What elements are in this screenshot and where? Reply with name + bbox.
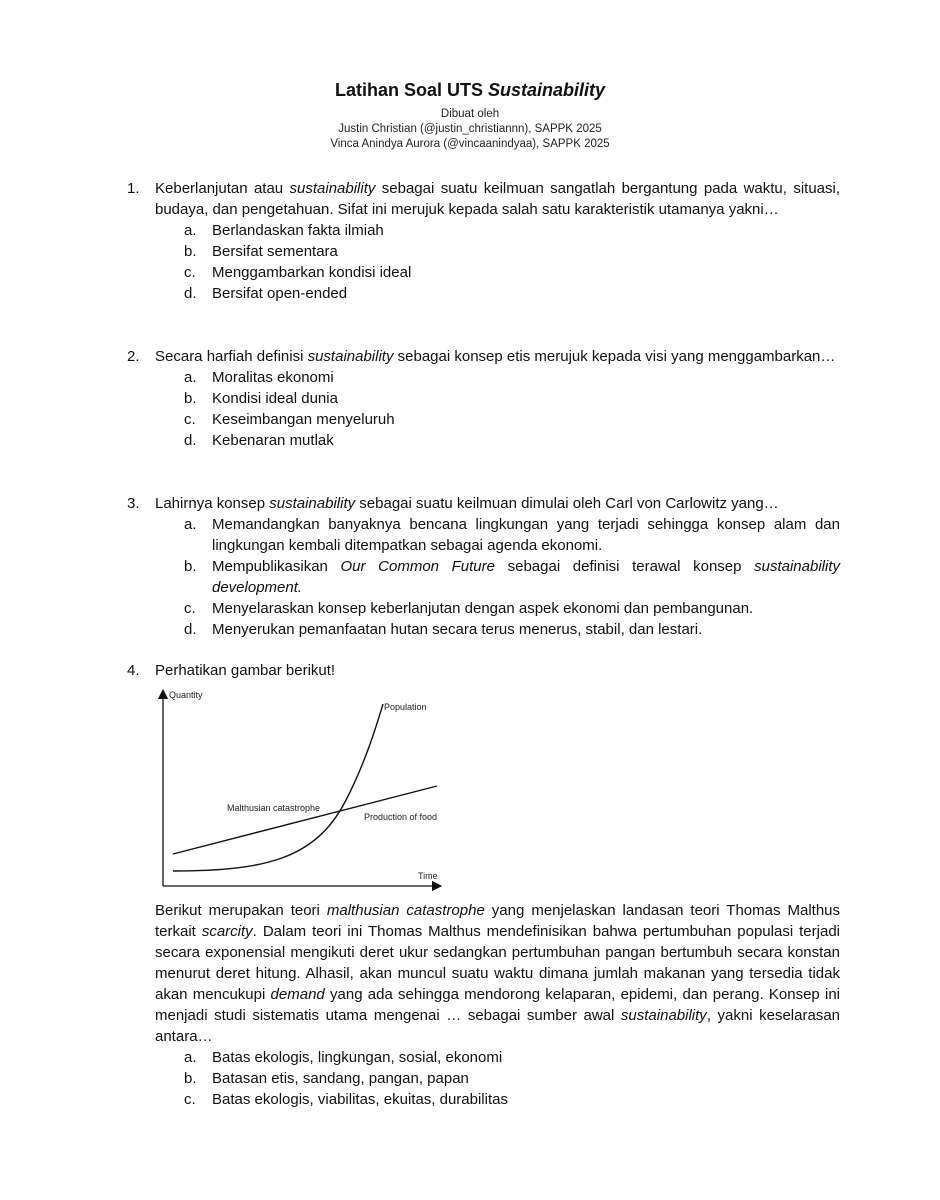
option-list (127, 1047, 840, 1110)
question-number: 1. (127, 180, 140, 197)
question-number: 2. (127, 348, 140, 365)
option-c[interactable]: c. Batas ekologis, viabilitas, ekuitas, durabilitas (184, 1091, 508, 1108)
question-3 (127, 493, 840, 640)
option-c[interactable]: c. Menyelaraskan konsep keberlanjutan dengan aspek ekonomi dan pembangunan. (184, 600, 754, 617)
option-d[interactable]: d. Kebenaran mutlak (184, 432, 334, 449)
option-c[interactable]: c. Menggambarkan kondisi ideal (184, 264, 412, 281)
question-4-body (127, 900, 840, 1110)
option-d[interactable]: d. Menyerukan pemanfaatan hutan secara terus menerus, stabil, dan lestari. (184, 621, 703, 638)
malthusian-chart-svg (155, 684, 455, 894)
y-axis-label: Quantity (169, 690, 203, 700)
option-b[interactable]: b. Mempublikasikan Our Common Future sebagai definisi terawal konsep sustainability development. (184, 558, 840, 596)
option-b[interactable]: b. Batasan etis, sandang, pangan, papan (184, 1070, 469, 1087)
question-number: 3. (127, 495, 140, 512)
question-text: Perhatikan gambar berikut! (155, 662, 336, 679)
option-a[interactable]: a. Batas ekologis, lingkungan, sosial, ekonomi (184, 1049, 503, 1066)
malthusian-figure (155, 684, 455, 894)
option-list (127, 220, 840, 304)
document-header (0, 80, 940, 152)
author-1: Justin Christian (@justin_christiannn), SAPPK 2025 (338, 123, 602, 135)
option-b[interactable]: b. Kondisi ideal dunia (184, 390, 338, 407)
question-1 (127, 178, 840, 304)
population-label: Population (384, 702, 427, 712)
option-list (127, 514, 840, 640)
option-a[interactable]: a. Memandangkan banyaknya bencana lingkungan yang terjadi sehingga konsep alam dan lingkungan kembali ditempatkan sebagai agenda ekonomi. (184, 516, 840, 554)
option-c[interactable]: c. Keseimbangan menyeluruh (184, 411, 395, 428)
question-number: 4. (127, 662, 140, 679)
question-4 (127, 660, 840, 681)
x-axis-label: Time (418, 871, 438, 881)
question-4-paragraph: Berikut merupakan teori malthusian catastrophe yang menjelaskan landasan teori Thomas Malthus terkait scarcity. Dalam teori ini Thomas Malthus mendefinisikan bahwa pertumbuhan populasi terjadi secara exponensial mengikuti deret ukur sedangkan pertumbuhan pangan bertumbuh secara konstan menurut deret hitung. Alhasil, akan muncul suatu waktu dimana jumlah makanan yang tersedia tidak akan mencukupi demand yang ada sehingga mendorong kelaparan, epidemi, dan perang. Konsep ini menjadi studi sistematis utama mengenai … sebagai sumber awal sustainability, yakni keselarasan antara… (155, 902, 841, 1045)
question-2 (127, 346, 840, 451)
question-text: Keberlanjutan atau sustainability sebagai suatu keilmuan sangatlah bergantung pada waktu, situasi, budaya, dan pengetahuan. Sifat ini merujuk kepada salah satu karakteristik utamanya yakni… (155, 180, 840, 218)
made-by-label: Dibuat oleh (440, 108, 500, 120)
option-list (127, 367, 840, 451)
question-text: Secara harfiah definisi sustainability sebagai konsep etis merujuk kepada visi yang menggambarkan… (155, 348, 836, 365)
question-text: Lahirnya konsep sustainability sebagai suatu keilmuan dimulai oleh Carl von Carlowitz yang… (155, 495, 779, 512)
author-2: Vinca Anindya Aurora (@vincaanindyaa), SAPPK 2025 (330, 138, 610, 150)
option-a[interactable]: a. Berlandaskan fakta ilmiah (184, 222, 384, 239)
food-production-label: Production of food (364, 812, 438, 822)
malthusian-catastrophe-label: Malthusian catastrophe (227, 803, 321, 813)
page-title: Latihan Soal UTS Sustainability (334, 80, 606, 100)
option-b[interactable]: b. Bersifat sementara (184, 243, 338, 260)
option-a[interactable]: a. Moralitas ekonomi (184, 369, 334, 386)
option-d[interactable]: d. Bersifat open-ended (184, 285, 348, 302)
